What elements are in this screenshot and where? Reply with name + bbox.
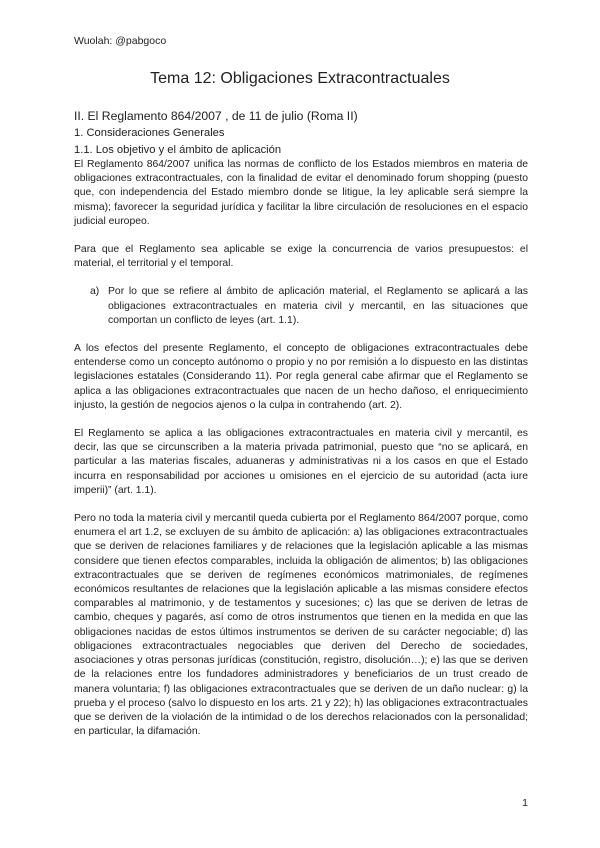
subsection-heading: 1. Consideraciones Generales: [74, 127, 225, 139]
paragraph-concepto: A los efectos del presente Reglamento, el concepto de obligaciones extracontractuales debe entenderse como un concepto autónomo o propio y no por remisión a lo dispuesto en las distintas legislaciones estatales (Considerando 11). Por regla general cabe afirmar que el Reglamento se aplica a las obligaciones extracontractuales que nacen de un hecho dañoso, el enriquecimiento injusto, la gestión de negocios ajenos o la culpa in contrahendo (art. 2).: [74, 343, 528, 411]
paragraph-materia-civil: El Reglamento se aplica a las obligaciones extracontractuales en materia civil y mercantil, es decir, las que se circunscriben a la materia privada patrimonial, puesto que “no se aplicará, en particular a las materias fiscales, aduaneras y administrativas ni a los casos en que el Estado incurra en responsabilidad por acciones u omisiones en el ejercicio de su autoridad (acta iure imperii)” (art. 1.1).: [74, 428, 528, 496]
list-item: [90, 285, 528, 328]
list-marker: a): [90, 286, 100, 298]
document-body: [74, 108, 528, 739]
subsubsection-heading: 1.1. Los objetivo y el ámbito de aplicación: [74, 144, 282, 156]
page-number: 1: [522, 797, 528, 809]
list-item-text: Por lo que se refiere al ámbito de aplicación material, el Reglamento se aplicará a las obligaciones extracontractuales en materia civil y mercantil, en las situaciones que comportan un conflicto de leyes (art. 1.1).: [108, 286, 528, 326]
paragraph-presupuestos: Para que el Reglamento sea aplicable se exige la concurrencia de varios presupuestos: el material, el territorial y el temporal.: [74, 244, 528, 270]
section-heading: II. El Reglamento 864/2007 , de 11 de julio (Roma II): [74, 109, 358, 123]
page-title: Tema 12: Obligaciones Extracontractuales: [150, 70, 450, 87]
paragraph-exclusiones: Pero no toda la materia civil y mercantil queda cubierta por el Reglamento 864/2007 porque, como enumera el art 1.2, se excluyen de su ámbito de aplicación: a) las obligaciones extracontractuales que se deriven de relaciones familiares y de relaciones que la legislación aplicable a las mismas considere que tienen efectos comparables, incluida la obligación de alimentos; b) las obligaciones extracontractuales que se deriven de regímenes económicos matrimoniales, de regímenes económicos resultantes de relaciones que la legislación aplicable a las mismas considere efectos comparables al matrimonio, y de testamentos y sucesiones; c) las que se deriven de letras de cambio, cheques y pagarés, así como de otros instrumentos que tienen en la medida en que las obligaciones nacidas de estos últimos instrumentos se deriven de su carácter negociable; d) las obligaciones extracontractuales negociables que deriven del Derecho de sociedades, asociaciones y otras personas jurídicas (constitución, registro, disolución…); e) las que se deriven de la relaciones entre los fundadores administradores y beneficiarios de un trust creado de manera voluntaria; f) las obligaciones extracontractuales que se deriven de un daño nuclear: g) la prueba y el proceso (salvo lo dispuesto en los arts. 21 y 22); h) las obligaciones extracontractuales que se deriven de la violación de la intimidad o de los derechos relacionados con la personalidad; en particular, la difamación.: [74, 513, 528, 738]
paragraph-intro: El Reglamento 864/2007 unifica las normas de conflicto de los Estados miembros en materia de obligaciones extracontractuales, con la finalidad de evitar el denominado forum shopping (puesto que, con independencia del Estado miembro donde se litigue, la ley aplicable será siempre la misma); favorecer la seguridad jurídica y facilitar la libre circulación de resoluciones en el espacio judicial europeo.: [74, 159, 528, 227]
ordered-list: [74, 285, 528, 328]
document-header: Wuolah: @pabgoco: [74, 35, 167, 47]
